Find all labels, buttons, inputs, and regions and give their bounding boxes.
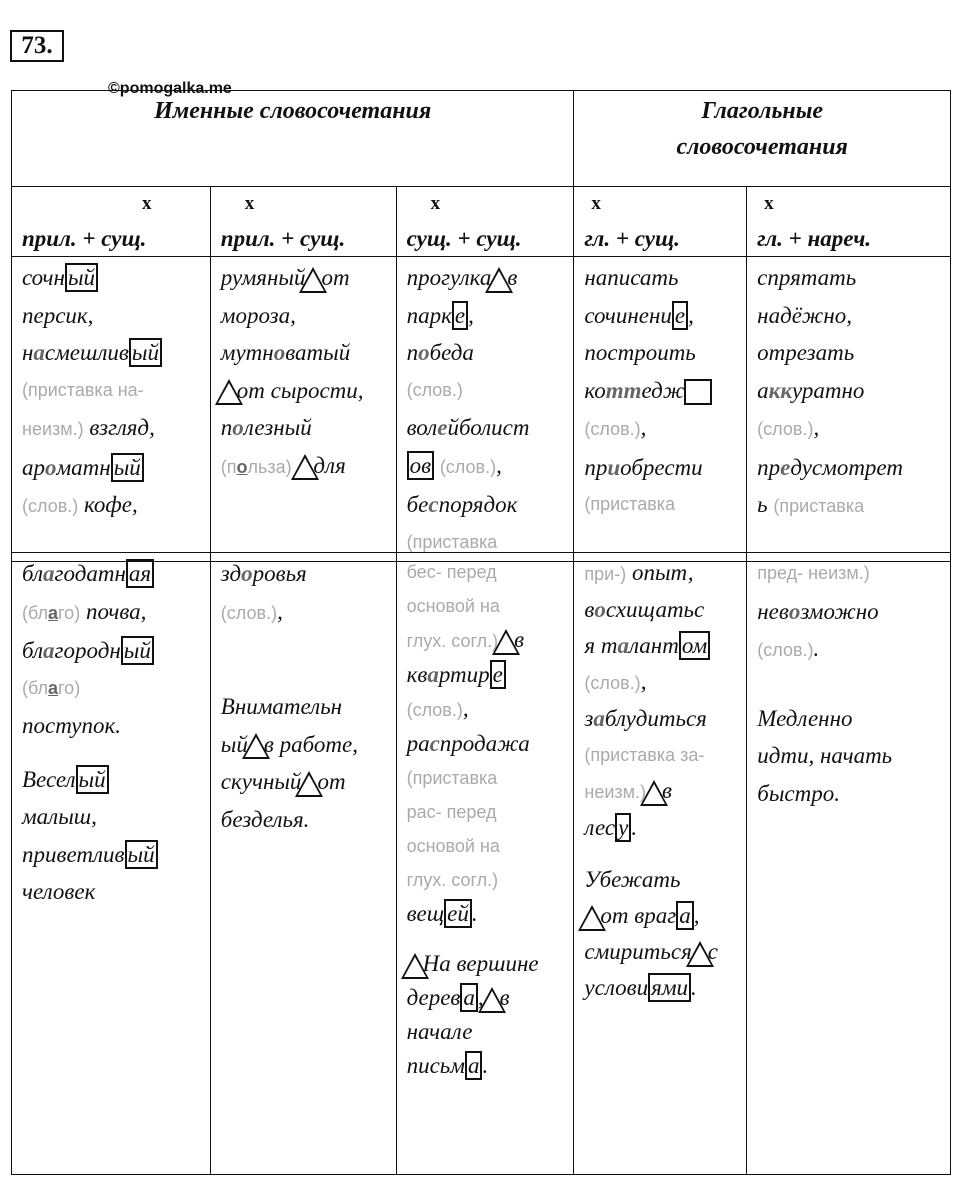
line: На вершине — [407, 947, 574, 981]
line: ь (приставка — [757, 492, 865, 517]
line: малыш, — [22, 804, 97, 829]
col1-bottom — [12, 553, 211, 1175]
preposition-triangle-icon — [295, 771, 323, 797]
col4-bottom — [574, 553, 747, 1175]
preposition-triangle-icon — [492, 629, 520, 655]
line: аккуратно — [757, 377, 865, 403]
col5-bottom — [747, 553, 951, 1175]
col2-top — [210, 257, 396, 562]
line: человек — [22, 879, 96, 904]
line: распродажа — [406, 731, 530, 756]
type-cell-3 — [396, 187, 574, 257]
line: парк е , — [406, 302, 474, 328]
line: скучный от — [221, 763, 396, 801]
ending-box: а — [460, 983, 478, 1012]
ending-box: ая — [126, 559, 154, 588]
mark-x: x — [591, 193, 601, 214]
line: приобрести — [584, 454, 703, 480]
line: (слов.). — [757, 636, 820, 661]
line: (приставка на- — [22, 379, 144, 400]
line: (благо) — [22, 677, 81, 698]
line: Убежать — [584, 867, 681, 892]
line: спрятать — [757, 265, 857, 290]
mark-x: x — [430, 193, 441, 214]
line: Весел ый — [22, 761, 210, 799]
ending-box: ов — [407, 451, 434, 480]
line: насмешлив ый — [22, 334, 210, 372]
ending-box: ей — [444, 899, 472, 928]
line: я талант ом — [584, 628, 746, 664]
line: услови ями . — [584, 975, 697, 1000]
line: ароматн ый — [22, 449, 210, 487]
empty-ending-box — [684, 379, 712, 405]
line: сочн ый — [22, 259, 210, 297]
line: поступок. — [22, 713, 121, 738]
line: (приставка — [584, 494, 676, 514]
line: полезный — [220, 415, 312, 440]
watermark: ©pomogalka.me — [108, 80, 232, 97]
line: (приставка за- — [584, 745, 705, 765]
line: письм а . — [406, 1053, 489, 1078]
table-bottom — [11, 552, 951, 1175]
line: Медленно — [757, 705, 853, 731]
preposition-triangle-icon — [578, 905, 606, 931]
type-cell-5 — [747, 187, 951, 257]
line: румяный от — [221, 259, 396, 297]
ending-box: е — [672, 301, 688, 330]
preposition-triangle-icon — [401, 953, 429, 979]
line: прогулка в — [407, 259, 574, 297]
line: восхищатьс — [584, 597, 705, 622]
col1-top — [12, 257, 211, 562]
line: дерев а , в — [407, 981, 574, 1015]
type-cell-4 — [574, 187, 747, 257]
line: квартир е — [407, 658, 574, 692]
line: благодатн ая — [22, 555, 210, 593]
type-label: гл. + нареч. — [757, 226, 872, 251]
ending-box: ый — [121, 636, 154, 665]
line: победа — [406, 340, 474, 365]
line: неизм.) взгляд, — [22, 415, 155, 440]
preposition-triangle-icon — [291, 454, 319, 480]
preposition-triangle-icon — [686, 941, 714, 967]
line: (приставка — [406, 531, 498, 552]
line: отрезать — [757, 340, 855, 365]
line: (приставка — [406, 768, 498, 788]
ending-box: е — [490, 660, 506, 689]
line: ый в работе, — [221, 726, 396, 764]
line: рас- перед — [406, 802, 497, 822]
line: неизм.) в — [584, 773, 746, 810]
ending-box: е — [452, 301, 468, 330]
line: смириться с — [584, 934, 746, 970]
mark-x: x — [244, 193, 255, 214]
ending-box: ями — [648, 973, 691, 1002]
ending-box: у — [615, 813, 631, 842]
mark-x: x — [764, 193, 774, 214]
line: построить — [584, 340, 696, 365]
line: от сырости, — [221, 372, 396, 410]
line: коттедж — [584, 372, 746, 410]
ending-box: а — [676, 901, 694, 930]
line: глух. согл.) в — [407, 623, 574, 658]
line: пред- неизм.) — [757, 563, 870, 583]
preposition-triangle-icon — [478, 987, 506, 1013]
header-verbal-line2: словосочетания — [676, 134, 848, 160]
line: персик, — [22, 302, 94, 328]
line: (слов.), — [584, 669, 647, 694]
type-label: сущ. + сущ. — [406, 226, 522, 251]
line: безделья. — [220, 806, 310, 832]
ending-box: ый — [76, 765, 109, 794]
line: основой на — [406, 836, 500, 856]
line: благородн ый — [22, 632, 210, 670]
mark-x: x — [142, 193, 152, 214]
line: идти, начать — [757, 743, 893, 768]
header-verbal — [574, 91, 951, 187]
line: здоровья — [220, 561, 307, 586]
ending-box: ый — [129, 338, 162, 367]
line: начале — [406, 1019, 473, 1044]
preposition-triangle-icon — [485, 267, 513, 293]
line: приветлив ый — [22, 836, 210, 874]
line: от враг а , — [584, 898, 746, 934]
preposition-triangle-icon — [299, 267, 327, 293]
line: ов (слов.), — [407, 447, 574, 487]
line: волейболист — [406, 415, 530, 440]
type-cell-2 — [210, 187, 396, 257]
line: бес- перед — [406, 562, 497, 582]
ending-box: ом — [679, 631, 710, 660]
preposition-triangle-icon — [215, 379, 243, 405]
ending-box: а — [465, 1051, 483, 1080]
type-label: прил. + сущ. — [220, 226, 346, 251]
line: глух. согл.) — [406, 870, 499, 890]
col2-bottom — [210, 553, 396, 1175]
preposition-triangle-icon — [242, 733, 270, 759]
line: (польза) для — [221, 447, 396, 487]
col3-bottom — [396, 553, 574, 1175]
ending-box: ый — [125, 840, 158, 869]
type-label: гл. + сущ. — [584, 226, 680, 251]
line: (слов.) — [406, 379, 463, 400]
line: (слов.) кофе, — [22, 492, 138, 517]
line: предусмотрет — [757, 454, 903, 480]
preposition-triangle-icon — [640, 780, 668, 806]
line: написать — [584, 265, 679, 290]
line: (слов.), — [220, 598, 283, 624]
line: заблудиться — [584, 706, 707, 731]
line: (благо) почва, — [22, 598, 147, 624]
line: мороза, — [220, 302, 296, 328]
header-nominal-text: Именные словосочетания — [154, 98, 432, 124]
line: невозможно — [757, 598, 879, 624]
line: основой на — [406, 596, 500, 616]
line: при-) опыт, — [584, 560, 694, 585]
line: лес у . — [584, 815, 638, 840]
ending-box: ый — [111, 453, 144, 482]
table-top — [11, 90, 951, 562]
line: надёжно, — [757, 302, 852, 328]
type-cell-1 — [12, 187, 211, 257]
line: Внимательн — [220, 694, 343, 719]
line: мутноватый — [220, 340, 351, 365]
line: (слов.), — [757, 415, 820, 440]
line: быстро. — [757, 780, 840, 806]
line: сочинени е , — [584, 302, 694, 328]
line: (слов.), — [584, 415, 647, 440]
header-nominal — [12, 91, 574, 187]
ending-box: ый — [65, 263, 98, 292]
line: беспорядок — [406, 492, 518, 517]
line: (слов.), — [406, 696, 469, 721]
header-verbal-line1: Глагольные — [701, 98, 824, 124]
exercise-number: 73. — [10, 30, 64, 62]
col4-top — [574, 257, 747, 562]
col5-top — [747, 257, 951, 562]
line: вещ ей . — [406, 901, 478, 926]
type-label: прил. + сущ. — [22, 226, 147, 251]
col3-top — [396, 257, 574, 562]
